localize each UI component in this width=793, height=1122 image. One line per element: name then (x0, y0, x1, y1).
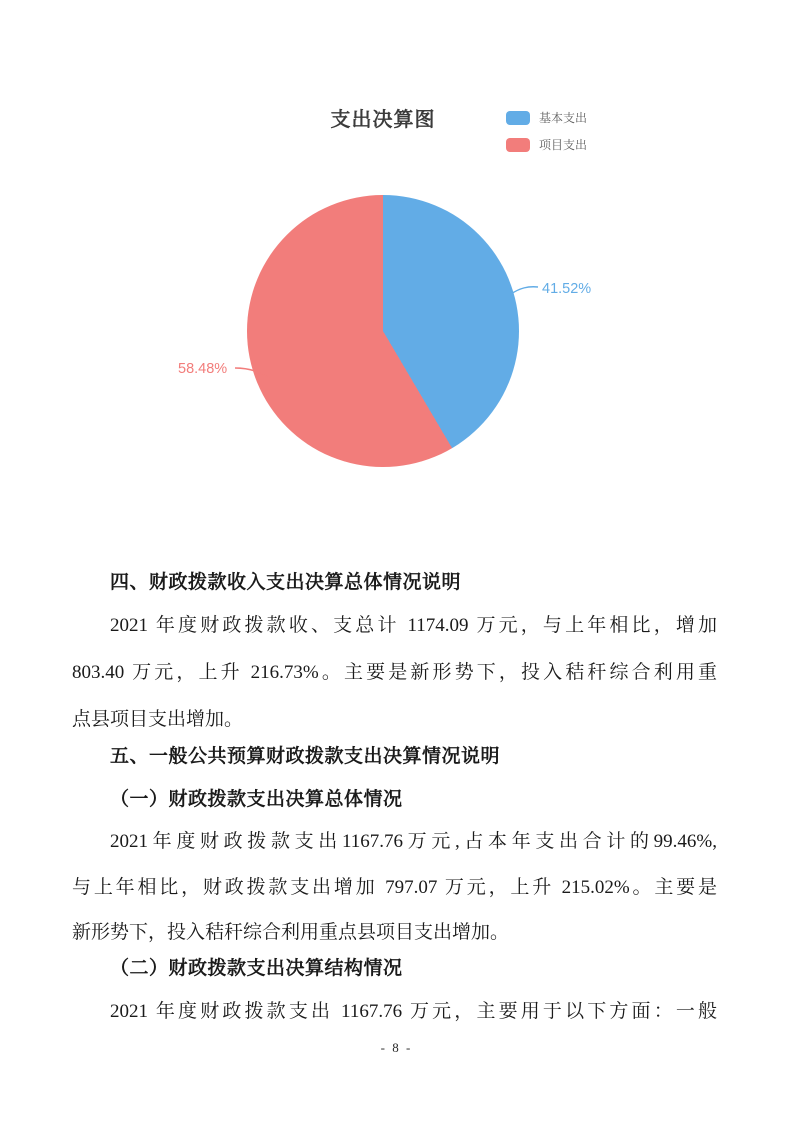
legend-swatch-project (506, 138, 530, 152)
body-line: 与上年相比，财政拨款支出增加 797.07 万元，上升 215.02%。主要是 (72, 877, 717, 898)
body-line: 803.40 万元，上升 216.73%。主要是新形势下，投入秸秆综合利用重 (72, 662, 717, 683)
pie-graphic (247, 195, 519, 467)
legend-item-project-expenditure (506, 136, 587, 153)
chart-legend (506, 109, 587, 153)
legend-label-project: 项目支出 (539, 138, 588, 152)
body-line: 2021年度财政拨款支出1167.76万元,占本年支出合计的99.46%, (110, 831, 717, 852)
body-line: 2021 年度财政拨款支出 1167.76 万元，主要用于以下方面：一般 (110, 1001, 717, 1022)
page-number: - 8 - (380, 1040, 413, 1055)
section-heading-4: 四、财政拨款收入支出决算总体情况说明 (110, 572, 462, 593)
legend-item-basic-expenditure (506, 109, 587, 126)
body-line: 点县项目支出增加。 (72, 709, 244, 730)
chart-title: 支出决算图 (330, 109, 436, 131)
subsection-heading-5-2: （二）财政拨款支出决算结构情况 (110, 958, 403, 979)
slice-label-project: 58.48% (178, 361, 228, 377)
legend-label-basic: 基本支出 (539, 111, 588, 125)
body-line: 2021 年度财政拨款收、支总计 1174.09 万元，与上年相比，增加 (110, 615, 717, 636)
leader-line-basic (511, 287, 538, 294)
section-heading-5: 五、一般公共预算财政拨款支出决算情况说明 (110, 746, 501, 767)
expenditure-pie-chart (0, 85, 793, 530)
slice-label-basic: 41.52% (542, 281, 592, 297)
subsection-heading-5-1: （一）财政拨款支出决算总体情况 (110, 789, 403, 810)
body-line: 新形势下，投入秸秆综合利用重点县项目支出增加。 (72, 922, 510, 943)
legend-swatch-basic (506, 111, 530, 125)
